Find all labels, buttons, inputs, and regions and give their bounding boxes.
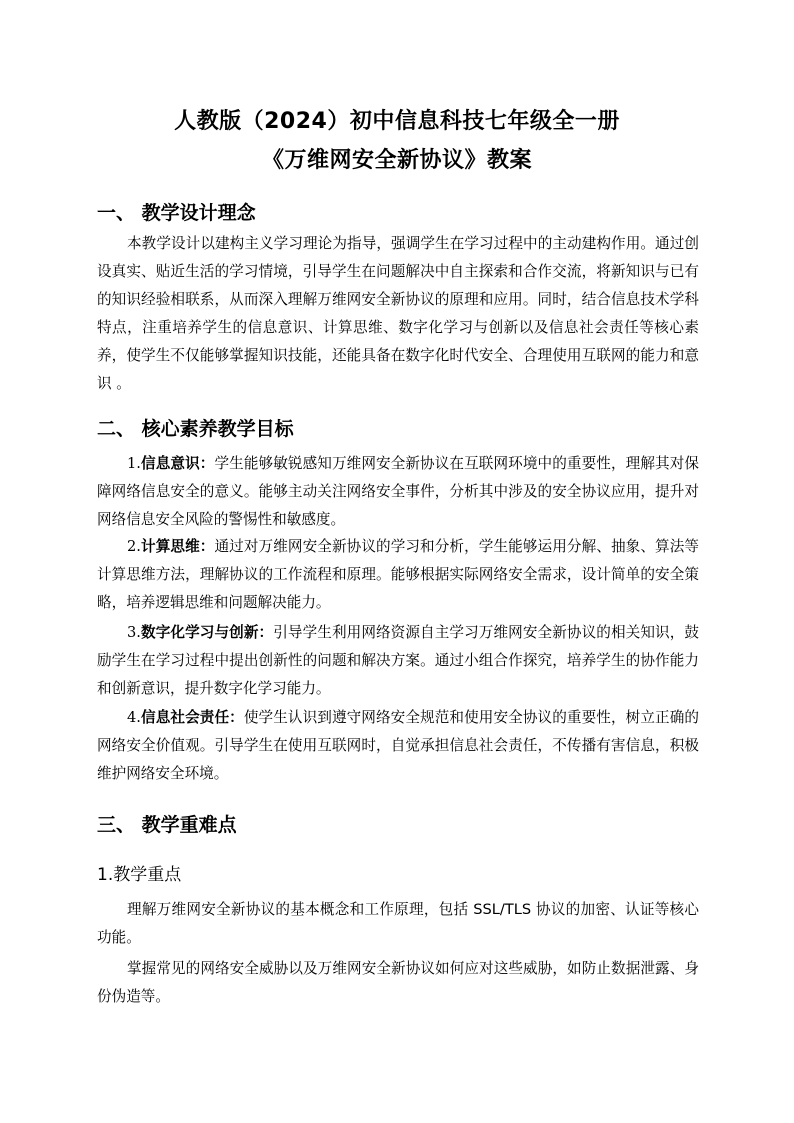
goal-text: 引导学生利用网络资源自主学习万维网安全新协议的相关知识，鼓励学生在学习过程中提出创新性的问题和解决方案。通过小组合作探究，培养学生的协作能力和创新意识，提升数字化学习能力。 bbox=[97, 624, 699, 697]
goal-text: 通过对万维网安全新协议的学习和分析，学生能够运用分解、抽象、算法等计算思维方法，理解协议的工作流程和原理。能够根据实际网络安全需求，设计简单的安全策略，培养逻辑思维和问题解决能力。 bbox=[97, 538, 699, 611]
document-title-line1: 人教版（2024）初中信息科技七年级全一册 bbox=[174, 109, 620, 134]
goal-number: 4. bbox=[127, 709, 141, 726]
goal-text: 使学生认识到遵守网络安全规范和使用安全协议的重要性，树立正确的网络安全价值观。引导学生在使用互联网时，自觉承担信息社会责任，不传播有害信息，积极维护网络安全环境。 bbox=[97, 709, 699, 782]
section1-body: 本教学设计以建构主义学习理论为指导，强调学生在学习过程中的主动建构作用。通过创设真实、贴近生活的学习情境，引导学生在问题解决中自主探索和合作交流，将新知识与已有的知识经验相联系，从而深入理解万维网安全新协议的原理和应用。同时，结合信息技术学科特点，注重培养学生的信息意识、计算思维、数字化学习与创新以及信息社会责任等核心素养，使学生不仅能够掌握知识技能，还能具备在数字化时代安全、合理使用互联网的能力和意识 。 bbox=[97, 235, 699, 392]
section1-heading: 一、 教学设计理念 bbox=[97, 202, 256, 224]
goal-item-computational-thinking bbox=[97, 533, 699, 617]
goal-number: 3. bbox=[127, 624, 141, 641]
goal-label: 信息社会责任： bbox=[140, 709, 244, 726]
goal-item-digital-learning bbox=[97, 619, 699, 703]
key-point-paragraph-2: 掌握常见的网络安全威胁以及万维网安全新协议如何应对这些威胁，如防止数据泄露、身份伪造等。 bbox=[97, 960, 699, 1005]
subsection-heading-key-points: 1.教学重点 bbox=[97, 865, 182, 885]
section3-heading: 三、 教学重难点 bbox=[97, 814, 237, 836]
goal-label: 信息意识： bbox=[140, 455, 215, 472]
goal-number: 2. bbox=[127, 538, 141, 555]
document-title-line2: 《万维网安全新协议》教案 bbox=[261, 148, 532, 173]
goal-text: 学生能够敏锐感知万维网安全新协议在互联网环境中的重要性，理解其对保障网络信息安全的意义。能够主动关注网络安全事件，分析其中涉及的安全协议应用，提升对网络信息安全风险的警惕性和敏感度。 bbox=[97, 455, 699, 528]
goal-item-social-responsibility bbox=[97, 704, 699, 788]
goal-item-info-awareness bbox=[97, 450, 699, 534]
key-point-paragraph-1: 理解万维网安全新协议的基本概念和工作原理，包括 SSL/TLS 协议的加密、认证等核心功能。 bbox=[97, 901, 699, 946]
goal-label: 数字化学习与创新： bbox=[140, 624, 274, 641]
goal-number: 1. bbox=[127, 455, 141, 472]
goal-label: 计算思维： bbox=[140, 538, 215, 555]
section2-heading: 二、 核心素养教学目标 bbox=[97, 418, 294, 440]
